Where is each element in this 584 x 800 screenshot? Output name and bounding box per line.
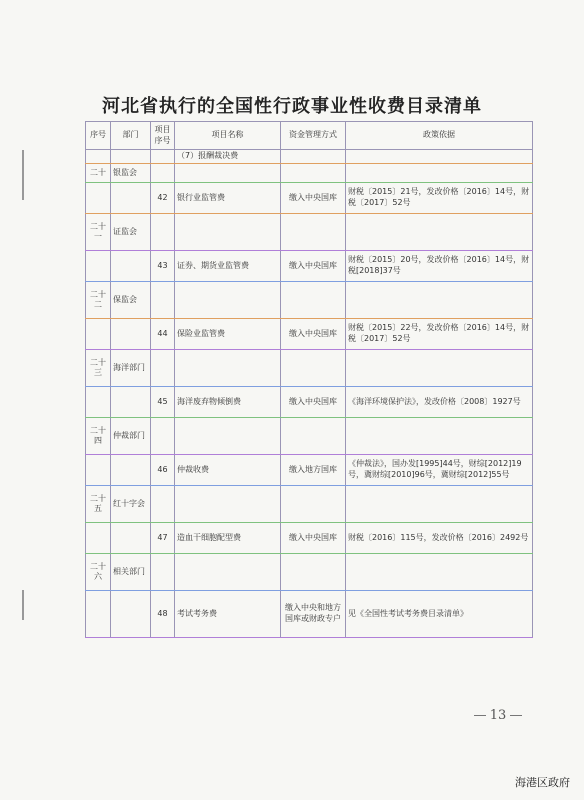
item-name: 考试考务费 [175, 591, 281, 638]
item-fund-mgmt: 缴入中央国库 [281, 523, 346, 554]
fee-table [85, 121, 533, 638]
item-name: 造血干细胞配型费 [175, 523, 281, 554]
item-policy: 见《全国性考试考务费目录清单》 [346, 591, 533, 638]
item-policy: 财税〔2015〕22号，发改价格〔2016〕14号，财税〔2017〕52号 [346, 319, 533, 350]
department-name: 银监会 [111, 164, 151, 183]
department-row [86, 418, 533, 455]
department-row [86, 486, 533, 523]
item-row [86, 387, 533, 418]
department-name: 证监会 [111, 214, 151, 251]
department-row [86, 214, 533, 251]
department-name: 相关部门 [111, 554, 151, 591]
sub-header-label: （7）报酬裁决费 [175, 150, 281, 164]
watermark: 海港区政府 [515, 776, 570, 789]
item-number: 44 [151, 319, 175, 350]
item-row [86, 183, 533, 214]
item-row [86, 455, 533, 486]
col-header-dept: 部门 [111, 122, 151, 150]
col-header-item-no: 项目序号 [151, 122, 175, 150]
item-row [86, 591, 533, 638]
item-fund-mgmt: 缴入中央国库 [281, 183, 346, 214]
department-seq: 二十 [86, 164, 111, 183]
department-name: 海洋部门 [111, 350, 151, 387]
item-fund-mgmt: 缴入中央和地方国库或财政专户 [281, 591, 346, 638]
item-number: 45 [151, 387, 175, 418]
item-fund-mgmt: 缴入中央国库 [281, 251, 346, 282]
col-header-seq: 序号 [86, 122, 111, 150]
item-number: 43 [151, 251, 175, 282]
page-number: 13 [468, 708, 528, 723]
item-name: 银行业监管费 [175, 183, 281, 214]
item-fund-mgmt: 缴入地方国库 [281, 455, 346, 486]
binding-mark-bottom [22, 590, 24, 620]
department-seq: 二十五 [86, 486, 111, 523]
item-policy: 《海洋环境保护法》，发改价格〔2008〕1927号 [346, 387, 533, 418]
page-title: 河北省执行的全国性行政事业性收费目录清单 [102, 96, 482, 117]
department-name: 保监会 [111, 282, 151, 319]
department-row [86, 554, 533, 591]
item-name: 仲裁收费 [175, 455, 281, 486]
department-seq: 二十二 [86, 282, 111, 319]
col-header-item-name: 项目名称 [175, 122, 281, 150]
department-row [86, 282, 533, 319]
sub-header-row [86, 150, 533, 164]
department-row [86, 350, 533, 387]
item-number: 47 [151, 523, 175, 554]
department-row [86, 164, 533, 183]
item-number: 42 [151, 183, 175, 214]
item-row [86, 319, 533, 350]
department-seq: 二十四 [86, 418, 111, 455]
item-fund-mgmt: 缴入中央国库 [281, 319, 346, 350]
item-policy: 财税〔2016〕115号，发改价格〔2016〕2492号 [346, 523, 533, 554]
department-name: 红十字会 [111, 486, 151, 523]
item-fund-mgmt: 缴入中央国库 [281, 387, 346, 418]
col-header-fund-mgmt: 资金管理方式 [281, 122, 346, 150]
item-row [86, 251, 533, 282]
item-policy: 财税〔2015〕21号，发改价格〔2016〕14号，财税〔2017〕52号 [346, 183, 533, 214]
department-seq: 二十六 [86, 554, 111, 591]
department-seq: 二十三 [86, 350, 111, 387]
item-name: 保险业监管费 [175, 319, 281, 350]
item-row [86, 523, 533, 554]
item-number: 46 [151, 455, 175, 486]
binding-mark-top [22, 150, 24, 200]
department-seq: 二十一 [86, 214, 111, 251]
item-policy: 《仲裁法》，国办发[1995]44号，财综[2012]19号，冀财综[2010]96号，冀财综[2012]55号 [346, 455, 533, 486]
item-policy: 财税〔2015〕20号，发改价格〔2016〕14号，财税[2018]37号 [346, 251, 533, 282]
item-number: 48 [151, 591, 175, 638]
table-header-row [86, 122, 533, 150]
col-header-policy: 政策依据 [346, 122, 533, 150]
department-name: 仲裁部门 [111, 418, 151, 455]
item-name: 海洋废弃物倾倒费 [175, 387, 281, 418]
item-name: 证券、期货业监管费 [175, 251, 281, 282]
